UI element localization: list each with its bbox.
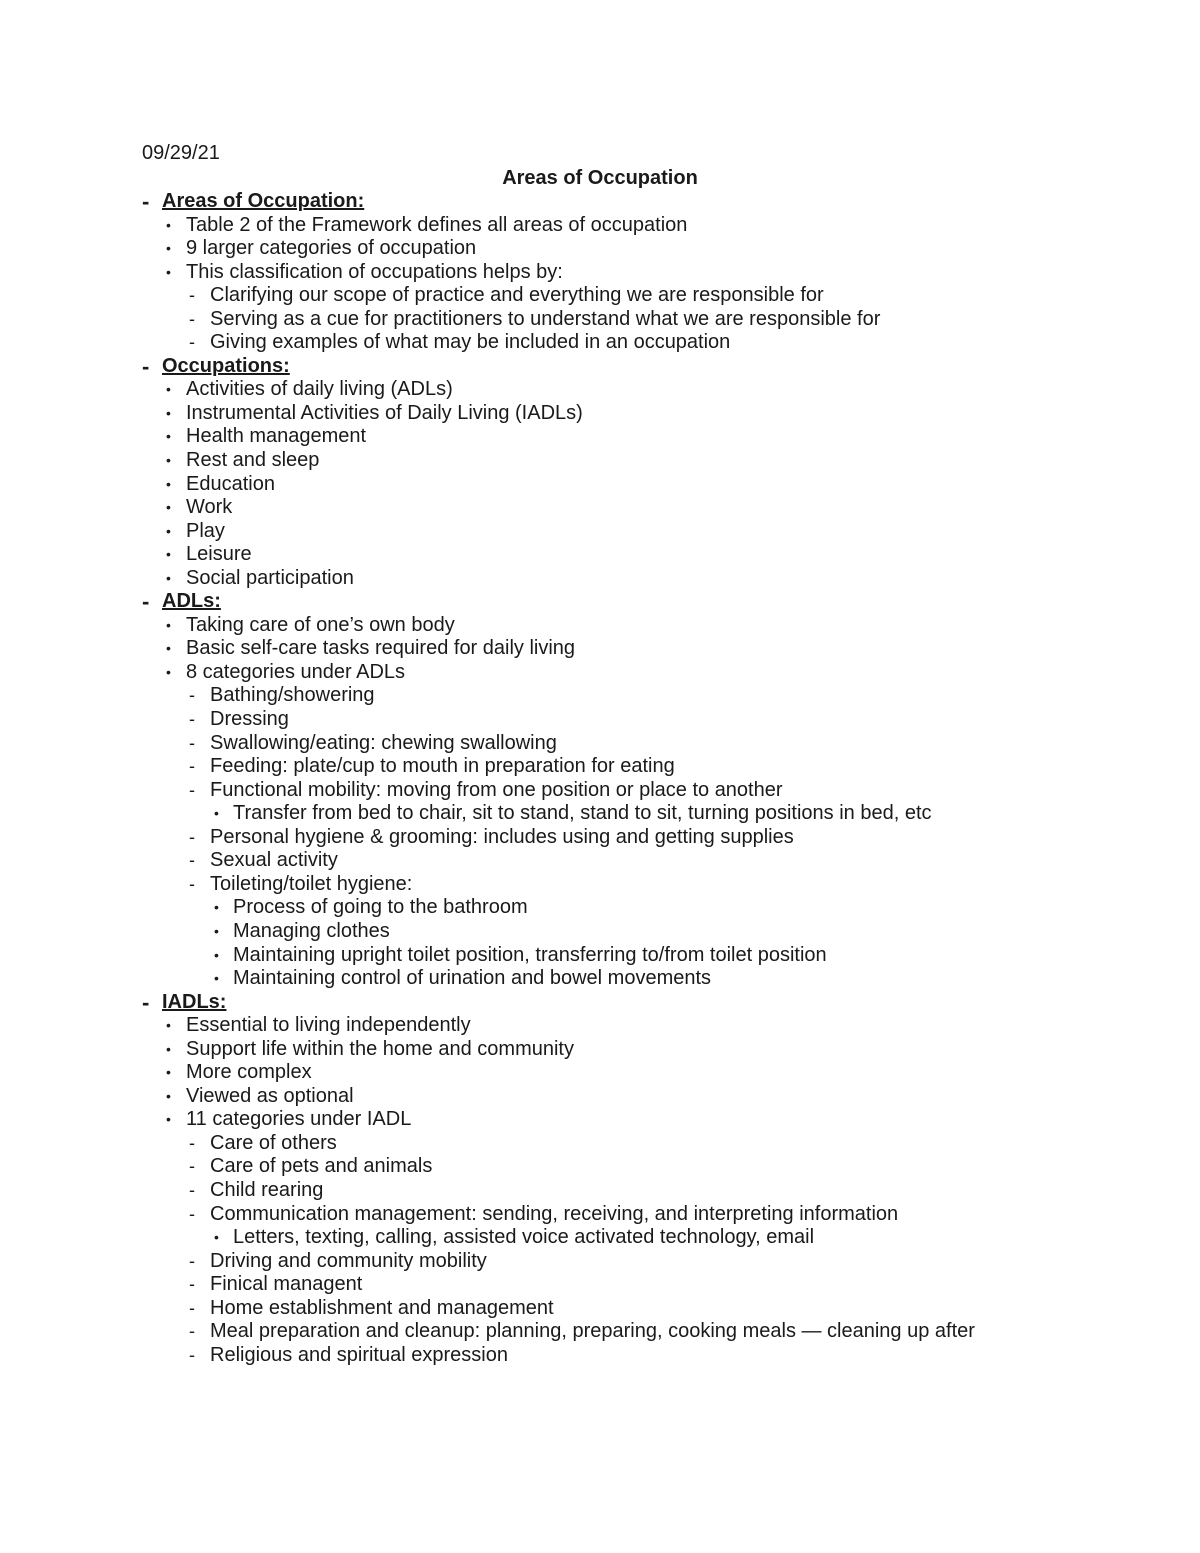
dash-marker: - <box>189 850 195 871</box>
outline-item-text: Finical managent <box>210 1273 363 1296</box>
section-heading-text: IADLs: <box>162 990 227 1013</box>
outline-item <box>0 1226 1200 1250</box>
document-date: 09/29/21 <box>142 142 220 164</box>
dash-marker: - <box>189 1344 195 1365</box>
bullet-marker: • <box>166 1087 171 1104</box>
dash-marker: - <box>189 756 195 777</box>
outline-item <box>0 1132 1200 1156</box>
bullet-marker: • <box>214 922 219 939</box>
dash-marker: - <box>189 779 195 800</box>
outline-item <box>0 614 1200 638</box>
outline-item-text: Letters, texting, calling, assisted voice activated technology, email <box>233 1226 815 1249</box>
dash-marker: - <box>189 1321 195 1342</box>
dash-marker: - <box>189 709 195 730</box>
bullet-marker: • <box>166 1111 171 1128</box>
outline-item <box>0 1085 1200 1109</box>
outline-item-text: Bathing/showering <box>210 684 375 707</box>
outline-item <box>0 1320 1200 1344</box>
bullet-marker: • <box>166 1017 171 1034</box>
bullet-marker: • <box>166 546 171 563</box>
bullet-marker: • <box>166 428 171 445</box>
dash-marker: - <box>189 1132 195 1153</box>
outline-item <box>0 1061 1200 1085</box>
outline-item-text: Care of pets and animals <box>210 1155 433 1178</box>
section-heading-text: Occupations: <box>162 354 290 377</box>
dash-marker: - <box>189 1156 195 1177</box>
outline-item-text: 8 categories under ADLs <box>186 660 406 683</box>
outline-item-text: Health management <box>186 425 367 448</box>
outline-item <box>0 1273 1200 1297</box>
bullet-marker: • <box>166 240 171 257</box>
dash-marker: - <box>142 589 150 615</box>
outline-item <box>0 378 1200 402</box>
outline-item <box>0 331 1200 355</box>
outline-item-text: Personal hygiene & grooming: includes using and getting supplies <box>210 825 794 848</box>
outline-item-text: Play <box>186 519 225 542</box>
outline-item-text: Sexual activity <box>210 849 338 872</box>
outline-item-text: Managing clothes <box>233 919 390 942</box>
section-heading-text: Areas of Occupation: <box>162 190 365 212</box>
outline-item <box>0 1108 1200 1132</box>
outline-item-text: Transfer from bed to chair, sit to stand, stand to sit, turning positions in bed, etc <box>233 802 932 825</box>
outline-item-text: 9 larger categories of occupation <box>186 237 477 260</box>
outline-item <box>0 1250 1200 1274</box>
outline-item <box>0 708 1200 732</box>
outline-item-text: Work <box>186 496 233 519</box>
outline-item <box>0 920 1200 944</box>
outline-item-text: Taking care of one’s own body <box>186 613 455 636</box>
outline-item-text: Communication management: sending, receiving, and interpreting information <box>210 1202 899 1225</box>
outline-item-text: Religious and spiritual expression <box>210 1343 508 1366</box>
outline-item <box>0 755 1200 779</box>
outline-item-text: Process of going to the bathroom <box>233 896 528 919</box>
outline-item-text: Swallowing/eating: chewing swallowing <box>210 731 557 754</box>
outline-item-text: Dressing <box>210 708 289 731</box>
outline-item-text: 11 categories under IADL <box>186 1108 412 1131</box>
outline-item-text: Driving and community mobility <box>210 1249 487 1272</box>
dash-marker: - <box>189 685 195 706</box>
dash-marker: - <box>189 1203 195 1224</box>
outline-item-text: Support life within the home and community <box>186 1037 574 1060</box>
outline-item <box>0 1179 1200 1203</box>
outline-item <box>0 826 1200 850</box>
outline-item-text: Rest and sleep <box>186 449 320 472</box>
outline-item <box>0 402 1200 426</box>
dash-marker: - <box>142 189 150 214</box>
outline-item-text: Toileting/toilet hygiene: <box>210 872 413 895</box>
dash-marker: - <box>189 1274 195 1295</box>
dash-marker: - <box>189 285 195 306</box>
dash-marker: - <box>189 1179 195 1200</box>
bullet-marker: • <box>166 452 171 469</box>
outline-item-text: Feeding: plate/cup to mouth in preparation for eating <box>210 755 675 778</box>
outline-item-text: Viewed as optional <box>186 1084 354 1107</box>
outline-item <box>0 261 1200 285</box>
outline-item-text: Leisure <box>186 543 252 566</box>
dash-marker: - <box>189 308 195 329</box>
bullet-marker: • <box>214 899 219 916</box>
outline-item <box>0 1155 1200 1179</box>
outline-item <box>0 873 1200 897</box>
bullet-marker: • <box>166 1064 171 1081</box>
bullet-marker: • <box>166 640 171 657</box>
outline-item <box>0 896 1200 920</box>
outline-item <box>0 1203 1200 1227</box>
section-heading <box>0 355 1200 379</box>
outline-item-text: This classification of occupations helps by: <box>186 260 563 283</box>
outline-item <box>0 944 1200 968</box>
outline-item-text: Maintaining upright toilet position, transferring to/from toilet position <box>233 943 827 966</box>
outline-item-text: Serving as a cue for practitioners to understand what we are responsible for <box>210 307 881 330</box>
dash-marker: - <box>142 353 150 379</box>
bullet-marker: • <box>166 663 171 680</box>
outline-item <box>0 1297 1200 1321</box>
outline-item <box>0 637 1200 661</box>
outline-item-text: Functional mobility: moving from one position or place to another <box>210 778 783 801</box>
outline-item <box>0 520 1200 544</box>
section-heading-text: ADLs: <box>162 590 221 613</box>
outline-item <box>0 308 1200 332</box>
outline-item <box>0 543 1200 567</box>
outline-item <box>0 425 1200 449</box>
outline-item-text: Social participation <box>186 566 354 589</box>
dash-marker: - <box>142 989 150 1015</box>
outline-item <box>0 473 1200 497</box>
outline-item <box>0 449 1200 473</box>
outline-item <box>0 779 1200 803</box>
section-heading <box>0 190 1200 214</box>
outline-item-text: Activities of daily living (ADLs) <box>186 378 453 401</box>
dash-marker: - <box>189 332 195 353</box>
bullet-marker: • <box>214 805 219 822</box>
bullet-marker: • <box>214 970 219 987</box>
outline-item-text: Education <box>186 472 275 495</box>
bullet-marker: • <box>166 216 171 233</box>
outline-item <box>0 496 1200 520</box>
outline-item-text: Basic self-care tasks required for daily living <box>186 637 576 660</box>
outline-item-text: Home establishment and management <box>210 1296 554 1319</box>
outline-item <box>0 1014 1200 1038</box>
outline-item <box>0 849 1200 873</box>
outline-item-text: Meal preparation and cleanup: planning, preparing, cooking meals — cleaning up after <box>210 1320 975 1343</box>
bullet-marker: • <box>166 616 171 633</box>
outline-item-text: Child rearing <box>210 1178 324 1201</box>
outline-item-text: Clarifying our scope of practice and everything we are responsible for <box>210 284 824 307</box>
dash-marker: - <box>189 826 195 847</box>
section-heading <box>0 991 1200 1015</box>
outline-item-text: More complex <box>186 1061 312 1084</box>
document-title: Areas of Occupation <box>502 167 698 189</box>
bullet-marker: • <box>166 404 171 421</box>
outline-item-text: Maintaining control of urination and bowel movements <box>233 967 712 990</box>
outline-item-text: Giving examples of what may be included in an occupation <box>210 331 731 354</box>
bullet-marker: • <box>166 499 171 516</box>
section-heading <box>0 590 1200 614</box>
bullet-marker: • <box>166 263 171 280</box>
outline-item <box>0 684 1200 708</box>
outline-item <box>0 237 1200 261</box>
outline-item <box>0 732 1200 756</box>
outline-item <box>0 967 1200 991</box>
bullet-marker: • <box>166 569 171 586</box>
outline-item <box>0 214 1200 238</box>
outline-item <box>0 1344 1200 1368</box>
outline-item <box>0 802 1200 826</box>
outline-item <box>0 661 1200 685</box>
dash-marker: - <box>189 1297 195 1318</box>
outline-item <box>0 567 1200 591</box>
bullet-marker: • <box>214 946 219 963</box>
bullet-marker: • <box>166 1040 171 1057</box>
dash-marker: - <box>189 1250 195 1271</box>
notes-outline <box>0 190 1200 1367</box>
outline-item-text: Instrumental Activities of Daily Living (IADLs) <box>186 401 583 424</box>
outline-item-text: Care of others <box>210 1131 337 1154</box>
outline-item-text: Table 2 of the Framework defines all areas of occupation <box>186 213 688 236</box>
bullet-marker: • <box>166 475 171 492</box>
outline-item <box>0 1038 1200 1062</box>
bullet-marker: • <box>166 522 171 539</box>
outline-item-text: Essential to living independently <box>186 1014 471 1037</box>
outline-item <box>0 284 1200 308</box>
bullet-marker: • <box>214 1229 219 1246</box>
dash-marker: - <box>189 873 195 894</box>
dash-marker: - <box>189 732 195 753</box>
bullet-marker: • <box>166 381 171 398</box>
